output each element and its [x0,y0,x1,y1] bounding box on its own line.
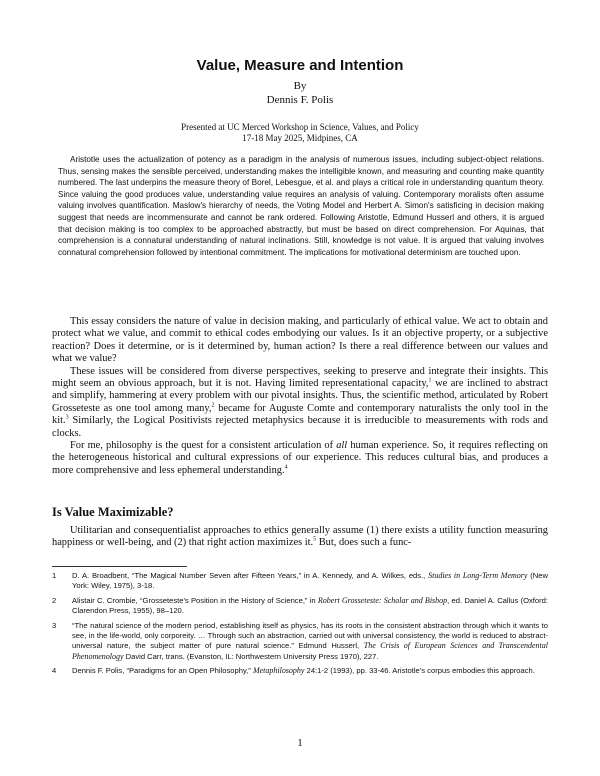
section-paragraph [52,525,548,550]
venue-line-1: Presented at UC Merced Workshop in Science, Values, and Policy [181,122,419,132]
footnote-ref-1[interactable]: 1 [428,377,432,384]
byline-by: By [293,80,307,92]
body-p3-part-a: For me, philosophy is the quest for a consistent articulation of [70,440,337,452]
body-p2-part-b: we are inclined to abstract and simplify, hammering at every problem with our pivotal insights. Thus, the scientific method, articulated by Robert Grosseteste as one tool among many, [52,378,548,414]
body-paragraph-3 [52,440,548,477]
footnote-1 [52,571,548,592]
footnotes [52,571,548,681]
footnote-text: D. A. Broadbent, “The Magical Number Seven after Fifteen Years,” in A. Kennedy, and A. Wilkes, eds., [72,571,429,580]
footnote-3 [52,621,548,663]
body-p3-emphasis: all [336,440,348,452]
section-paragraph-end: But, does such a func- [316,537,412,549]
abstract: Aristotle uses the actualization of potency as a paradigm in the analysis of numerous issues, including subject-object relations. Thus, sensing makes the sensible perceived, understanding makes the intelligible known, and measuring and counting make quantity numbered. The last underpins the measure theory of Borel, Lebesgue, et al. and plays a critical role in understanding quantum theory. Since valuing the good produces value, understanding value requires an analysis of valuing. Contemporary moralists often assume valuing involves quantification. Maslow's hierarchy of needs, the Voting Model and Herbert A. Simon's satisficing in decision making suggest that needs are incommensurate and cannot be rank ordered. Following Aristotle, Edmund Husserl and others, it is argued that decision making is too complex to be approached abstractly, but must be based on direct comprehension. For Aquinas, that comprehension is a connatural understanding of natural inclinations. Still, knowledge is not value. It is argued that valuing involves connatural comprehension followed by intentional commitment. The implications for motivational determinism are touched upon. [58,155,544,257]
body-paragraph-2 [52,366,548,440]
body-text [52,316,548,477]
footnote-number: 3 [52,620,57,630]
footnote-number: 1 [52,571,57,580]
footnote-ref-5[interactable]: 5 [313,536,317,543]
footnote-ref-3[interactable]: 3 [65,414,69,421]
footnote-text: Dennis F. Polis, “Paradigms for an Open Philosophy,” [72,666,253,676]
body-p3-part-b: human experience. So, it requires reflecting on the heterogeneous historical and cultural expressions of our experience. This reduces cultural bias, and produces a more comprehensive and less ephemeral understanding. [52,440,548,476]
footnote-text: “The natural science of the modern period, establishing itself as physics, has its roots in the consistent abstraction through which it wants to see, in the life-world, only corporeity. … Through such an abstraction, carried out with universal consistency, the world is reduced to abstract-universal nature, the subject matter of pure natural science.” Edmund Husserl, [72,620,548,651]
paper-title: Value, Measure and Intention [196,57,404,74]
body-p2-part-c: became for Auguste Comte and contemporary naturalists the only tool in the kit. [52,402,548,427]
footnote-divider [52,566,187,567]
section-heading: Is Value Maximizable? [52,505,174,519]
venue-line-2: 17-18 May 2025, Midpines, CA [242,133,358,143]
footnote-2 [52,596,548,617]
footnote-ref-2[interactable]: 2 [211,402,215,409]
footnote-text-end: , ed. Daniel A. Callus (Oxford: Clarendon Press, 1955), 98–120. [72,595,549,616]
footnote-number: 4 [52,666,57,676]
footnote-text-end: (New York: Wiley, 1975), 3-18. [72,571,548,591]
footnote-title: Studies in Long-Term Memory [428,571,528,580]
footnote-text-end: David Carr, trans. (Evanston, IL: Northwestern University Press 1970), 227. [123,651,379,661]
body-p2-part-d: Similarly, the Logical Positivists rejected metaphysics because it is irreducible to measurements with rods and clocks. [52,415,548,439]
author-name: Dennis F. Polis [266,94,334,106]
body-paragraph-1: This essay considers the nature of value in decision making, and particularly of ethical value. We act to obtain and protect what we value, and commit to ethical codes embodying our values. Is it an objective property, or a subjective reaction? Does it determine, or is it determined by, human action? Is there a real difference between our values and what we value? [52,316,548,365]
footnote-title: Robert Grosseteste: Scholar and Bishop [317,595,448,605]
page-number: 1 [297,737,303,749]
footnote-title: Metaphilosophy [252,666,305,676]
footnote-number: 2 [52,595,57,605]
footnote-4 [52,666,548,676]
footnote-text: Alistair C. Crombie, “Grosseteste's Position in the History of Science,” in [72,595,318,605]
footnote-title: The Crisis of European Sciences and Transcendental Phenomenology [72,641,548,661]
body-p2-part-a: These issues will be considered from diverse perspectives, seeking to preserve and integrate their insights. This might seem an obvious approach, but it is not. Having limited representational capacity, [52,365,548,390]
document-page [52,0,548,776]
footnote-ref-4[interactable]: 4 [284,464,288,471]
venue-info [52,122,548,144]
section-paragraph-text: Utilitarian and consequentialist approaches to ethics generally assume (1) there exists a utility function measuring happiness or well-being, and (2) that right action maximizes it. [52,525,548,549]
footnote-text-end: 24:1-2 (1993), pp. 33-46. Aristotle’s corpus embodies this approach. [304,666,535,676]
